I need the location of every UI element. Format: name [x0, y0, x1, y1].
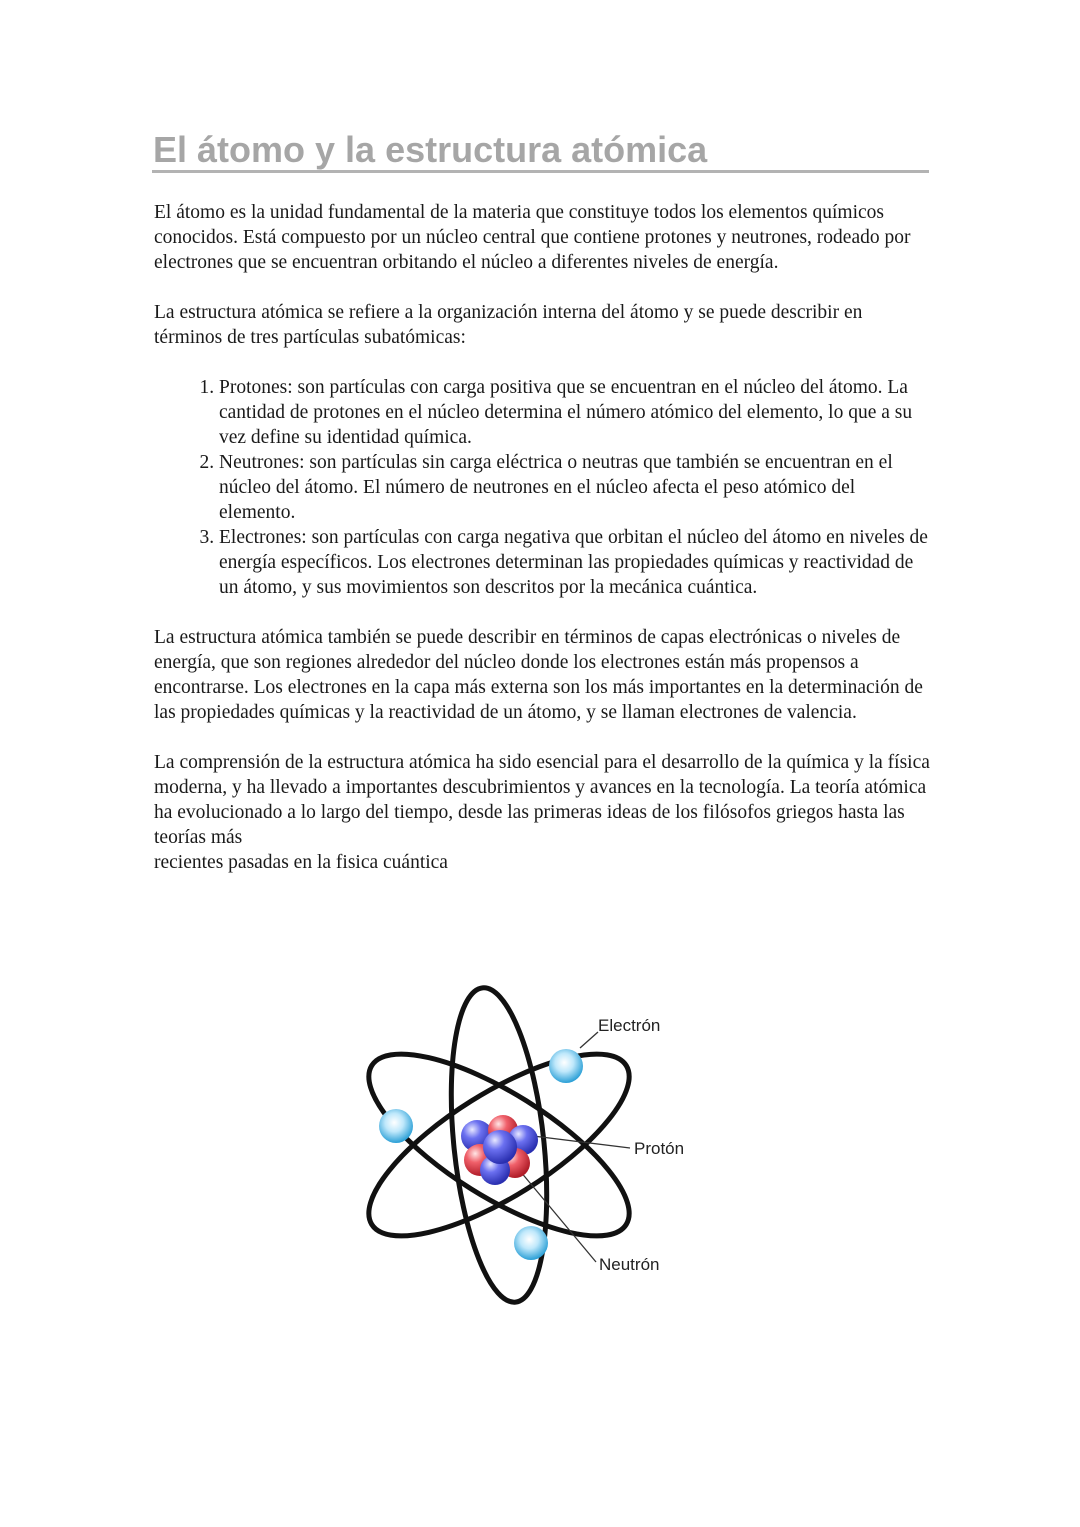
electron-bottom — [514, 1226, 548, 1260]
paragraph-history-line-1: La comprensión de la estructura atómica ha sido esencial para el desarrollo de la química y la física moderna, y ha llevado a importantes descubrimientos y avances en la tecnología. La teoría atómica ha evolucionado a lo largo del tiempo, desde las primeras ideas de los filósofos griegos hasta las teorías más — [154, 752, 930, 848]
list-item-protons: 1. Protones: son partículas con carga positiva que se encuentran en el núcleo del átomo. La cantidad de protones en el núcleo determina el número atómico del elemento, lo que a su vez define su identidad química. — [219, 375, 934, 450]
label-proton: Protón — [634, 1139, 685, 1158]
particles-list — [154, 375, 934, 600]
paragraph-history-line-2: recientes pasadas en la fisica cuántica — [154, 852, 448, 873]
electron-pointer-line — [580, 1032, 598, 1048]
title-underline — [152, 170, 929, 173]
paragraph-history — [154, 750, 934, 875]
list-item-neutrons: 2. Neutrones: son partículas sin carga eléctrica o neutras que también se encuentran en el núcleo del átomo. El número de neutrones en el núcleo afecta el peso atómico del elemento. — [219, 450, 934, 525]
electron-top-right — [549, 1049, 583, 1083]
list-item-electrons: 3. Electrones: son partículas con carga negativa que orbitan el núcleo del átomo en niveles de energía específicos. Los electrones determinan las propiedades químicas y reactividad de un átomo, y sus movimientos son descritos por la mecánica cuántica. — [219, 525, 934, 600]
atom-diagram — [340, 980, 720, 1320]
electron-left — [379, 1109, 413, 1143]
paragraph-structure: La estructura atómica se refiere a la organización interna del átomo y se puede describir en términos de tres partículas subatómicas: — [154, 302, 863, 348]
document-title: El átomo y la estructura atómica — [153, 129, 708, 170]
document-body — [154, 200, 934, 875]
label-neutron: Neutrón — [599, 1255, 660, 1274]
label-electron: Electrón — [598, 1016, 661, 1035]
nucleus — [461, 1115, 538, 1185]
paragraph-shells: La estructura atómica también se puede describir en términos de capas electrónicas o niveles de energía, que son regiones alrededor del núcleo donde los electrones están más propensos a encontrarse. Los electrones en la capa más externa son los más importantes en la determinación de las propiedades químicas y la reactividad de un átomo, y se llaman electrones de valencia. — [154, 627, 923, 723]
paragraph-intro: El átomo es la unidad fundamental de la materia que constituye todos los elementos químicos conocidos. Está compuesto por un núcleo central que contiene protones y neutrones, rodeado por electrones que se encuentran orbitando el núcleo a diferentes niveles de energía. — [154, 202, 911, 273]
